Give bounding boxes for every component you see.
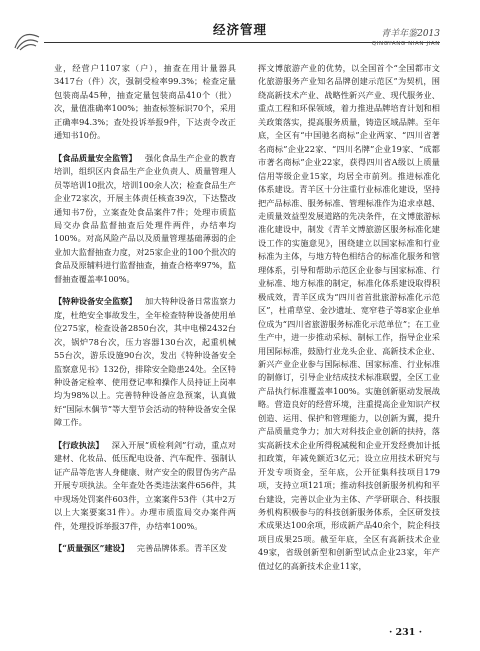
section-text: 强化食品生产企业的教育培训，组织区内食品生产企业负责人、质量管理人员等培训10批次，培训100余人次；检查食品生产企业72家次，开展主体责任核查39次，下达整改通知书7份，立案查处食品案件7件；处理市质监局交办食品监督抽查后处理件两件，办结率均100%。对高风险产品以及质量管理基础薄弱的企业加大监督抽查力度，对25家企业的100个批次的食品及原辅料进行监督抽查，抽查合格率97%，监督抽查覆盖率100%。	[54, 152, 236, 284]
section-text: 加大特种设备日常监察力度，杜绝安全事故发生，全年检查特种设备使用单位275家，检查设备2850台次，其中电梯2432台次，锅炉78台次，压力容器130台次，起重机械55台次，游乐设施90台次，发出《特种设备安全监察意见书》132份，排除安全隐患24处。全区特种设备定检率、使用登记率和操作人员持证上岗率均为98%以上。完善特种设备应急预案，认真做好“国际木偶节”等大型节会活动的特种设备安全保障工作。	[54, 296, 236, 428]
header-right	[372, 26, 440, 47]
section-special-equipment	[54, 295, 236, 430]
section-law-enforcement	[54, 439, 236, 533]
left-column	[54, 62, 236, 555]
yearbook-name: 青羊年鉴2013	[381, 29, 440, 39]
section-title: 【食品质量安全监管】	[54, 152, 137, 163]
section-title: 【行政执法】	[54, 439, 104, 450]
section-title: 【特种设备安全监察】	[54, 296, 137, 307]
page-number: · 231 ·	[388, 627, 422, 638]
page-header	[0, 0, 480, 54]
continued-paragraph: 挥文博旅游产业的优势，以全国首个“全国都市文化旅游服务产业知名品牌创建示范区”为契机，围绕高新技术产业、战略性新兴产业、现代服务业、重点工程和环保领域，着力推进品牌培育计划和相关政策落实，提高服务质量，铸造区域品牌。至年底，全区有“中国驰名商标”企业两家、“四川省著名商标”企业22家、“四川名牌”企业19家、“成都市著名商标”企业22家，获得四川省A级以上质量信用等级企业15家，均居全市前列。推进标准化体系建设。青羊区十分注重行业标准化建设，坚持把产品标准、服务标准、管理标准作为追求卓越、走质量效益型发展道路的先决条件，在文博旅游标准化建设中，制发《青羊文博旅游区服务标准化建设工作的实施意见》，围绕建立以国家标准和行业标准为主体，与地方特色相结合的标准化服务和管理体系，引导和帮助示范区企业参与国家标准、行业标准、地方标准的制定，标准化体系建设取得积极成效，青羊区成为“四川省首批旅游标准化示范区”，杜甫草堂、金沙遗址、宽窄巷子等8家企业单位成为“四川省旅游服务标准化示范单位”；在工业生产中，进一步推动采标、制标工作，指导企业采用国际标准，鼓励行业龙头企业、高新技术企业、新兴产业企业参与国际标准、国家标准、行业标准的制修订，引导企业结成技术标准联盟，全区工业产品执行标准覆盖率100%。实施创新驱动发展战略。营造良好的经营环境，注重提高企业知识产权创造、运用、保护和管理能力，以创新为翼，提升产品质量竞争力；加大对科技企业创新的扶持，落实高新技术企业所得税减税和企业开发经费加计抵扣政策，年减免额近3亿元；设立应用技术研究与开发专项资金，至年底，公开征集科技项目179项，支持立项121项；推动科技创新服务机构和平台建设，完善以企业为主体、产学研联合、科技服务机构积极参与的科技创新服务体系，全区研发技术成果达100余项，形成新产品40余个，院企科技项目成果25项。截至年底，全区有高新技术企业49家，省级创新型和创新型试点企业23家，年产值过亿的高新技术企业11家，	[258, 63, 440, 571]
section-quality-district	[54, 542, 236, 555]
section-text: 完善品牌体系。青羊区发	[136, 542, 227, 553]
yearbook-pinyin: QINGYANG NIAN JIAN	[371, 41, 440, 47]
section-title: 【“质量强区”建设】	[54, 542, 129, 553]
continued-paragraph: 业，经营户1107家（户），抽查在用计量器具3417台（件）次，强制受检率99.3%；检查定量包装商品45种，抽查定量包装商品410个（批）次，量值准确率100%；抽查标签标识70个，采用正确率94.3%；查处投诉举报9件，下达责令改正通知书10份。	[54, 63, 236, 141]
section-food-safety	[54, 152, 236, 287]
section-text: 深入开展“质检利剑”行动，重点对建材、化妆品、低压配电设备、汽车配件、强制认证产品等危害人身健康、财产安全的假冒伪劣产品开展专项执法。全年查处各类违法案件656件，其中现场处罚案件603件，立案案件53件（其中2万以上大案要案31件）。办理市质监局交办案件两件，处理投诉举报37件，办结率100%。	[54, 439, 236, 531]
page-title: 经济管理	[212, 22, 267, 37]
right-column	[258, 62, 440, 573]
